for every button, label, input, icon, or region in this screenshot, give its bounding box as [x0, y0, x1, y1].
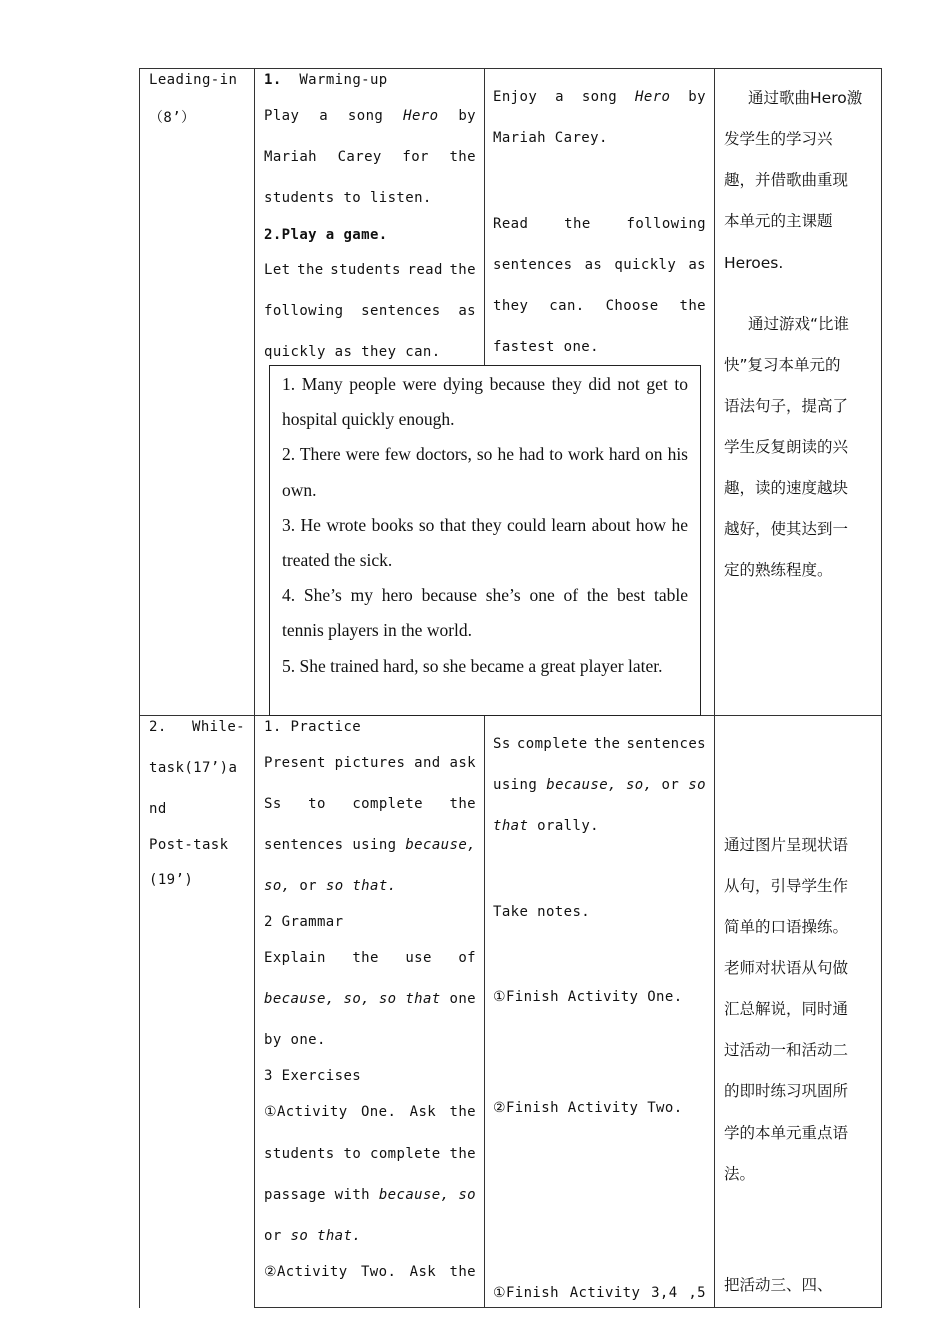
game-sentence: 4. She’s my hero because she’s one of the best table tennis players in the world. — [282, 585, 688, 641]
student-line: that orally. — [493, 818, 599, 834]
purpose-line: 法。 — [724, 1165, 756, 1183]
warmup-heading: 1. Warming-up — [264, 72, 388, 88]
col-border-right — [881, 68, 882, 1308]
game-sentence: 1. Many people were dying because they did not get to hospital quickly enough. — [282, 374, 688, 430]
student-line: Enjoy a song Hero by — [493, 89, 706, 105]
stage-line: nd — [149, 801, 167, 817]
purpose-line: 定的熟练程度。 — [724, 561, 833, 579]
teacher-line: because, so, so that one — [264, 991, 476, 1007]
purpose-line: 通过歌曲Hero激 — [748, 89, 863, 107]
student-line: Ss complete the sentences — [493, 736, 706, 752]
game-sentence: 5. She trained hard, so she became a great player later. — [282, 655, 663, 676]
col-border-left — [139, 68, 140, 1308]
purpose-line: 学的本单元重点语 — [724, 1124, 849, 1142]
stage-line: task(17’)a — [149, 760, 238, 776]
purpose-line: 学生反复朗读的兴 — [724, 438, 849, 456]
purpose-line: 趣，并借歌曲重现 — [724, 171, 849, 189]
student-line: sentences as quickly as — [493, 257, 706, 273]
stage-line: 2. While- — [149, 719, 245, 735]
student-line: ②Finish Activity Two. — [493, 1100, 683, 1116]
teacher-line: following sentences as — [264, 303, 476, 319]
student-line: using because, so, or so — [493, 777, 706, 793]
purpose-line: 从句，引导学生作 — [724, 877, 849, 895]
purpose-line: 通过图片呈现状语 — [724, 836, 849, 854]
student-line: Read the following — [493, 216, 706, 232]
purpose-line: 通过游戏“比谁 — [748, 315, 850, 333]
teacher-line: Present pictures and ask — [264, 755, 476, 771]
purpose-line: 快”复习本单元的 — [724, 356, 841, 374]
teacher-line: or so that. — [264, 1228, 362, 1244]
purpose-line: 过活动一和活动二 — [724, 1041, 849, 1059]
student-line: Take notes. — [493, 904, 591, 920]
teacher-line: Ss to complete the — [264, 796, 476, 812]
purpose-line: 汇总解说，同时通 — [724, 1000, 849, 1018]
col-border-3 — [714, 68, 715, 1308]
teacher-line: passage with because, so — [264, 1187, 476, 1203]
purpose-line: 趣，读的速度越块 — [724, 479, 849, 497]
col-border-1 — [254, 68, 255, 1308]
game-sentence: 2. There were few doctors, so he had to work hard on his own. — [282, 444, 688, 500]
play-game-heading: 2.Play a game. — [264, 227, 388, 243]
purpose-line: Heroes. — [724, 254, 784, 272]
practice-heading: 1. Practice — [264, 719, 362, 735]
purpose-line: 语法句子，提高了 — [724, 397, 849, 415]
student-line: Mariah Carey. — [493, 130, 608, 146]
teacher-line: Let the students read the — [264, 262, 476, 278]
stage-line: Post-task — [149, 837, 229, 853]
exercises-heading: 3 Exercises — [264, 1068, 362, 1084]
purpose-line: 本单元的主课题 — [724, 212, 833, 230]
stage-leading-in: Leading-in — [149, 72, 238, 88]
teacher-line: students to complete the — [264, 1146, 476, 1162]
teacher-line: students to listen. — [264, 190, 432, 206]
teacher-line: Mariah Carey for the — [264, 149, 476, 165]
teacher-line: sentences using because, — [264, 837, 476, 853]
game-sentences-box — [269, 365, 701, 716]
teacher-line: ①Activity One. Ask the — [264, 1104, 476, 1120]
student-line: fastest one. — [493, 339, 599, 355]
student-line: ①Finish Activity 3,4 ,5 — [493, 1285, 706, 1301]
teacher-line: Explain the use of — [264, 950, 476, 966]
grammar-heading: 2 Grammar — [264, 914, 344, 930]
stage-time: （8’） — [149, 110, 196, 126]
table-bottom-border — [254, 1307, 881, 1308]
student-line: they can. Choose the — [493, 298, 706, 314]
teacher-line: Play a song Hero by — [264, 108, 476, 124]
stage-line: (19’) — [149, 872, 194, 888]
purpose-line: 越好，使其达到一 — [724, 520, 849, 538]
purpose-line: 老师对状语从句做 — [724, 959, 849, 977]
purpose-line: 的即时练习巩固所 — [724, 1082, 849, 1100]
purpose-line: 发学生的学习兴 — [724, 130, 833, 148]
teacher-line: quickly as they can. — [264, 344, 441, 360]
teacher-line: so, or so that. — [264, 878, 397, 894]
table-top-border — [139, 68, 881, 69]
teacher-line: by one. — [264, 1032, 326, 1048]
purpose-line: 简单的口语操练。 — [724, 918, 849, 936]
teacher-line: ②Activity Two. Ask the — [264, 1264, 476, 1280]
student-line: ①Finish Activity One. — [493, 989, 683, 1005]
purpose-line: 把活动三、四、 — [724, 1276, 833, 1294]
game-sentence: 3. He wrote books so that they could learn about how he treated the sick. — [282, 514, 688, 571]
